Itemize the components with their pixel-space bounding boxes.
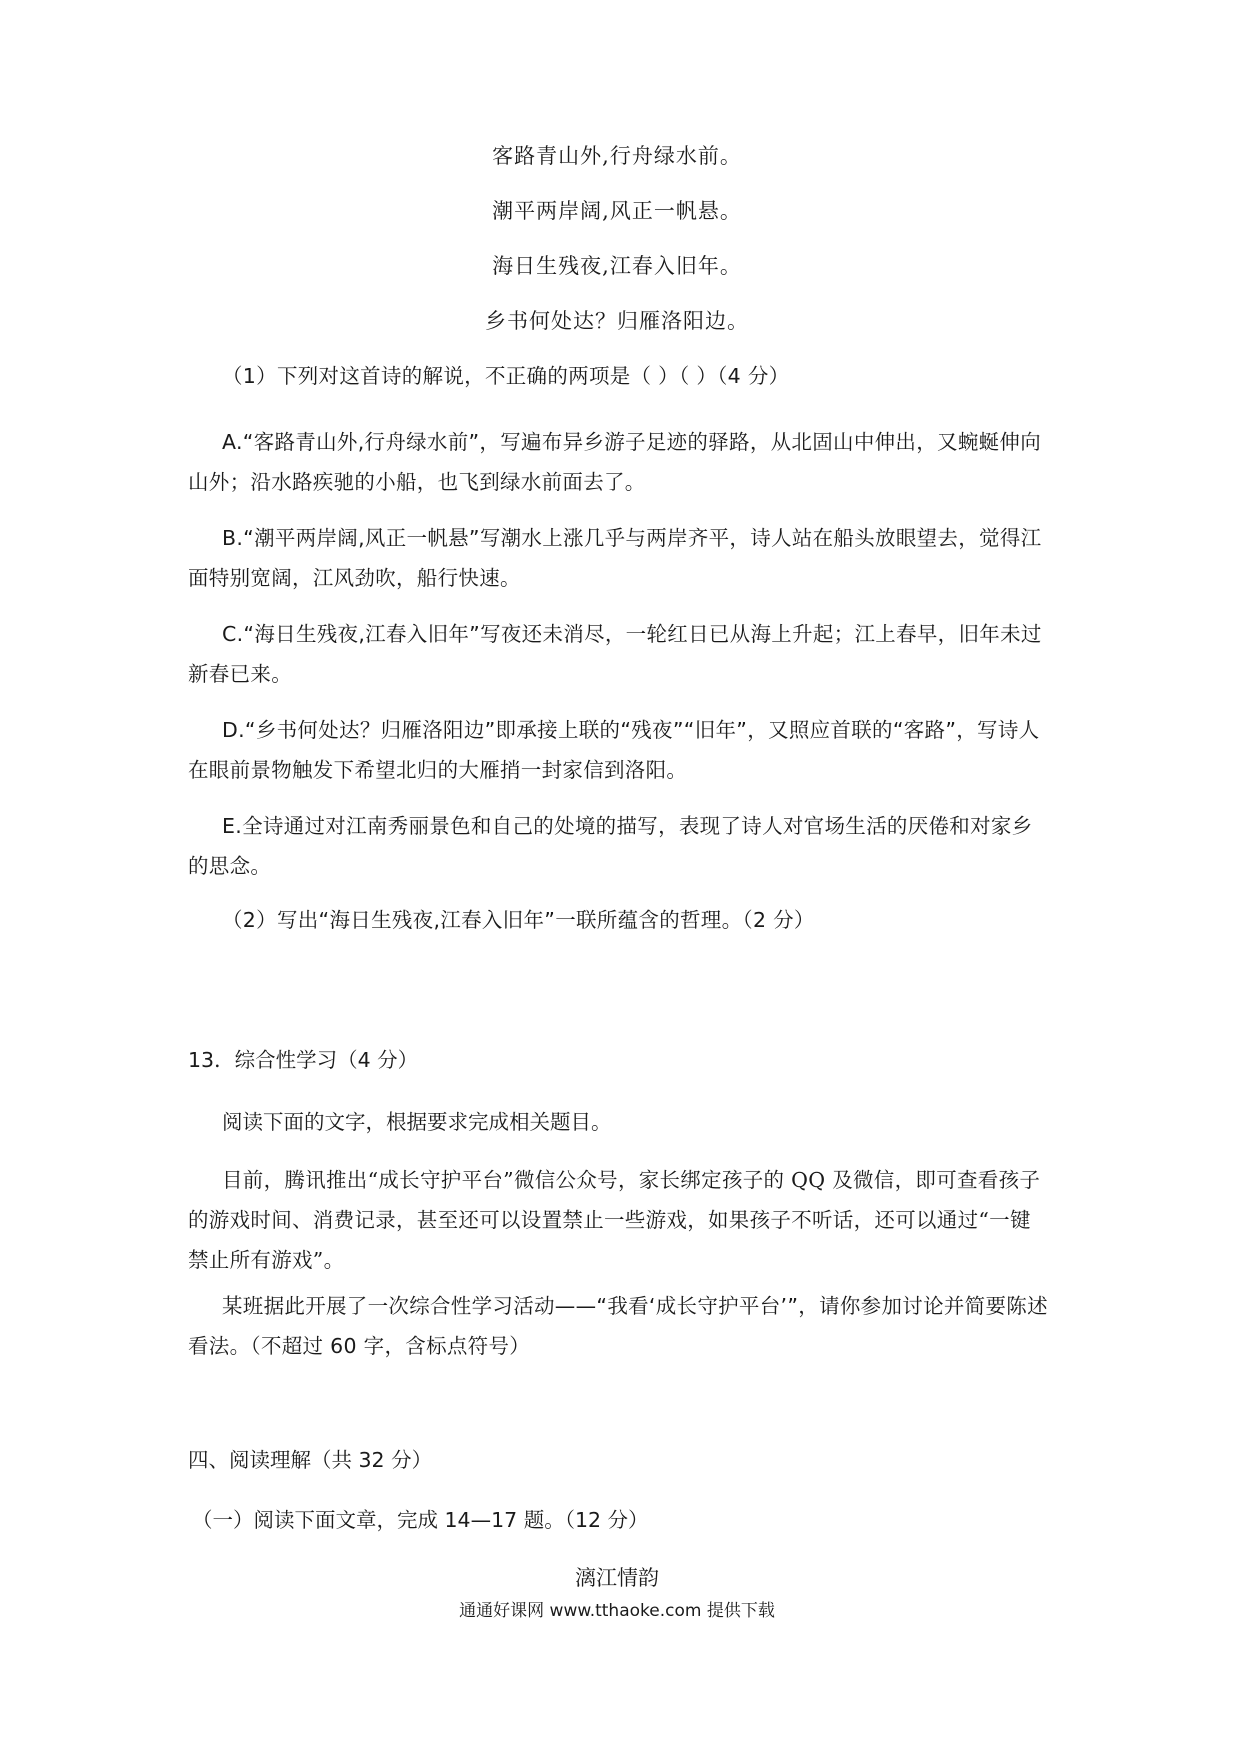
poem-line-1: 客路青山外,行舟绿水前。 (492, 144, 742, 168)
question-12-2: （2）写出“海日生残夜,江春入旧年”一联所蕴含的哲理。（2 分） (222, 908, 815, 932)
question-13-instruction: 阅读下面的文字，根据要求完成相关题目。 (222, 1110, 612, 1134)
question-13-task: 某班据此开展了一次综合性学习活动——“我看‘成长守护平台’”，请你参加讨论并简要陈述看法。（不超过 60 字，含标点符号） (188, 1294, 1048, 1358)
option-b: B.“潮平两岸阔,风正一帆悬”写潮水上涨几乎与两岸齐平，诗人站在船头放眼望去，觉得江面特别宽阔，江风劲吹，船行快速。 (188, 526, 1042, 590)
question-13-heading: 13．综合性学习（4 分） (188, 1048, 419, 1072)
section-4-subheading: （一）阅读下面文章，完成 14—17 题。（12 分） (192, 1508, 649, 1532)
section-4-heading: 四、阅读理解（共 32 分） (188, 1448, 433, 1472)
option-c: C.“海日生残夜,江春入旧年”写夜还未消尽，一轮红日已从海上升起；江上春早，旧年未过新春已来。 (188, 622, 1042, 686)
poem-line-2: 潮平两岸阔,风正一帆悬。 (492, 199, 742, 223)
option-a: A.“客路青山外,行舟绿水前”，写遍布异乡游子足迹的驿路，从北固山中伸出，又蜿蜒伸向山外；沿水路疾驰的小船，也飞到绿水前面去了。 (188, 430, 1042, 494)
poem-line-4: 乡书何处达？归雁洛阳边。 (485, 309, 749, 333)
option-e: E.全诗通过对江南秀丽景色和自己的处境的描写，表现了诗人对官场生活的厌倦和对家乡的思念。 (188, 814, 1033, 878)
page-footer: 通通好课网 www.tthaoke.com 提供下载 (459, 1601, 775, 1621)
poem-line-3: 海日生残夜,江春入旧年。 (492, 254, 742, 278)
question-13-passage: 目前，腾讯推出“成长守护平台”微信公众号，家长绑定孩子的 QQ 及微信，即可查看孩子的游戏时间、消费记录，甚至还可以设置禁止一些游戏，如果孩子不听话，还可以通过“一键禁止所有游戏”。 (188, 1168, 1041, 1272)
question-12-1: （1）下列对这首诗的解说，不正确的两项是（ ）（ ）（4 分） (222, 364, 790, 388)
option-d: D.“乡书何处达？归雁洛阳边”即承接上联的“残夜”“旧年”，又照应首联的“客路”，写诗人在眼前景物触发下希望北归的大雁捎一封家信到洛阳。 (188, 718, 1040, 782)
article-title: 漓江情韵 (575, 1566, 659, 1590)
